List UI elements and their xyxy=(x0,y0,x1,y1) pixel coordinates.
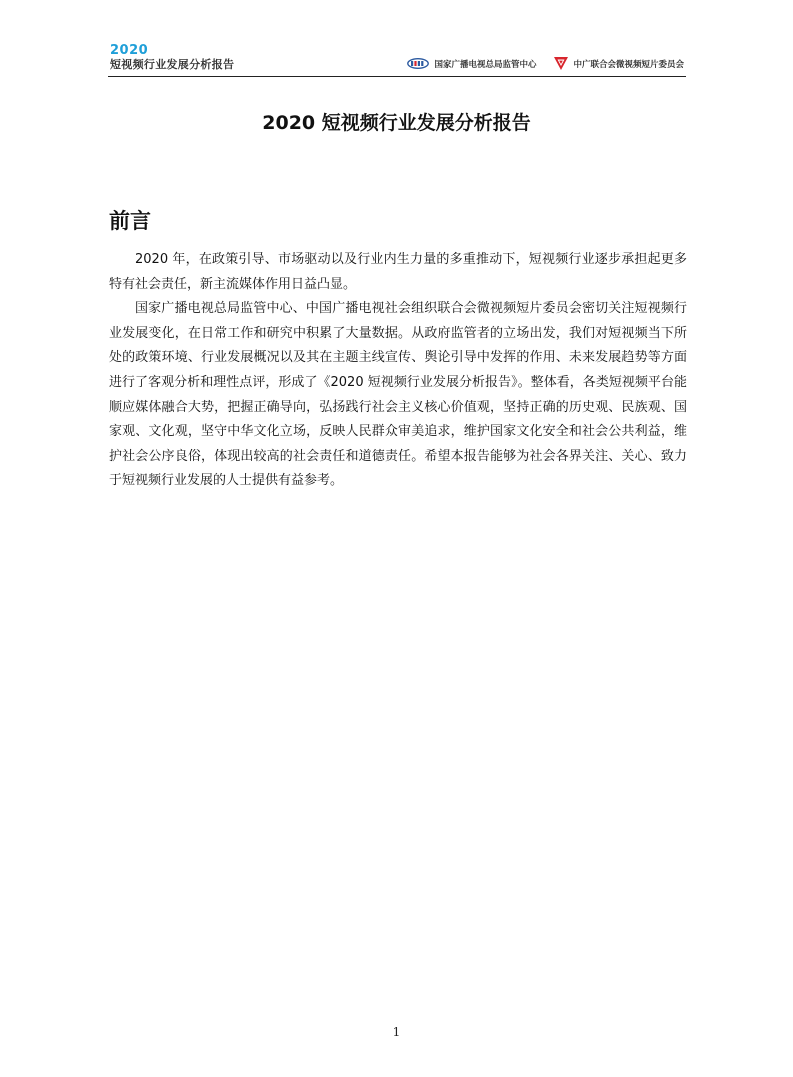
preface-paragraph: 2020 年，在政策引导、市场驱动以及行业内生力量的多重推动下，短视频行业逐步承担起更多特有社会责任，新主流媒体作用日益凸显。 xyxy=(109,252,687,292)
cmcs-logo-icon xyxy=(554,57,568,70)
page-header xyxy=(108,44,686,77)
header-organizations xyxy=(407,57,684,70)
preface-body xyxy=(109,248,687,494)
section-heading-preface: 前言 xyxy=(109,209,151,233)
document-title: 2020 短视频行业发展分析报告 xyxy=(262,112,531,134)
page-number: 1 xyxy=(392,1025,401,1039)
header-subtitle: 短视频行业发展分析报告 xyxy=(110,58,235,71)
preface-paragraph: 国家广播电视总局监管中心、中国广播电视社会组织联合会微视频短片委员会密切关注短视频行业发展变化，在日常工作和研究中积累了大量数据。从政府监管者的立场出发，我们对短视频当下所处的政策环境、行业发展概况以及其在主题主线宣传、舆论引导中发挥的作用、未来发展趋势等方面进行了客观分析和理性点评，形成了《2020 短视频行业发展分析报告》。整体看，各类短视频平台能顺应媒体融合大势，把握正确导向，弘扬践行社会主义核心价值观，坚持正确的历史观、民族观、国家观、文化观，坚守中华文化立场，反映人民群众审美追求，维护国家文化安全和社会公共利益，维护社会公序良俗，体现出较高的社会责任和道德责任。希望本报告能够为社会各界关注、关心、致力于短视频行业发展的人士提供有益参考。 xyxy=(109,301,687,489)
header-org-left-name: 国家广播电视总局监管中心 xyxy=(434,59,537,70)
header-org-right-name: 中广联合会微视频短片委员会 xyxy=(573,59,684,70)
header-report-mark xyxy=(110,44,234,72)
nrta-monitoring-center-logo-icon xyxy=(407,58,429,69)
header-year: 2020 xyxy=(110,43,149,58)
header-org-right xyxy=(554,57,684,70)
header-org-left xyxy=(407,58,536,70)
